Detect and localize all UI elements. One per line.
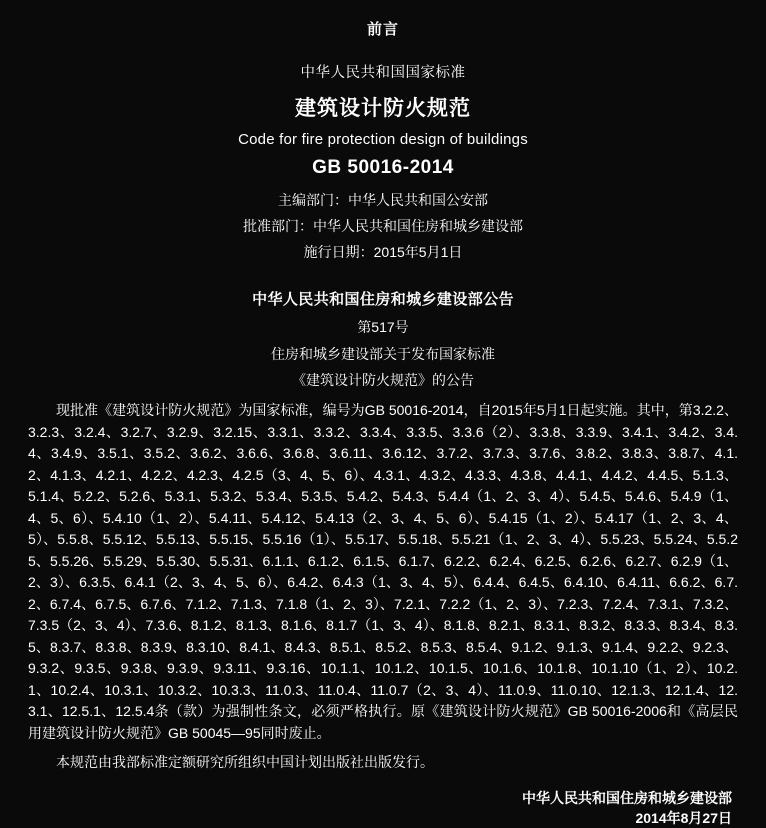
- notice-subtitle-line1: 住房和城乡建设部关于发布国家标准: [271, 346, 495, 362]
- standard-main-title: 建筑设计防火规范: [295, 97, 471, 120]
- chief-department: 主编部门：中华人民共和国公安部: [278, 192, 488, 208]
- approval-department: 批准部门：中华人民共和国住房和城乡建设部: [243, 218, 523, 234]
- signature-date: 2014年8月27日: [635, 809, 732, 826]
- notice-body-paragraph: 现批准《建筑设计防火规范》为国家标准，编号为GB 50016-2014，自2015年5月1日起实施。其中，第3.2.2、3.2.3、3.2.4、3.2.7、3.2.9、3.2.15、3.3.1、3.3.2、3.3.4、3.3.5、3.3.6（2）、3.3.8、3.3.9、3.4.1、3.4.2、3.4.4、3.4.9、3.5.1、3.5.2、3.6.2、3.6.6、3.6.8、3.6.11、3.6.12、3.7.2、3.7.3、3.7.6、3.8.2、3.8.3、3.8.7、4.1.2、4.1.3、4.2.1、4.2.2、4.2.3、4.2.5（3、4、5、6）、4.3.1、4.3.2、4.3.3、4.3.8、4.4.1、4.4.2、4.4.5、5.1.3、5.1.4、5.2.2、5.2.6、5.3.1、5.3.2、5.3.4、5.3.5、5.4.2、5.4.3、5.4.4（1、2、3、4）、5.4.5、5.4.6、5.4.9（1、4、5、6）、5.4.10（1、2）、5.4.11、5.4.12、5.4.13（2、3、4、5、6）、5.4.15（1、2）、5.4.17（1、2、3、4、5）、5.5.8、5.5.12、5.5.13、5.5.15、5.5.16（1）、5.5.17、5.5.18、5.5.21（1、2、3、4）、5.5.23、5.5.24、5.5.25、5.5.26、5.5.29、5.5.30、5.5.31、6.1.1、6.1.2、6.1.5、6.1.7、6.2.2、6.2.4、6.2.5、6.2.6、6.2.7、6.2.9（1、2、3）、6.3.5、6.4.1（2、3、4、5、6）、6.4.2、6.4.3（1、3、4、5）、6.4.4、6.4.5、6.4.10、6.4.11、6.6.2、6.7.2、6.7.4、6.7.5、6.7.6、7.1.2、7.1.3、7.1.8（1、2、3）、7.2.1、7.2.2（1、2、3）、7.2.3、7.2.4、7.3.1、7.3.2、7.3.5（2、3、4）、7.3.6、8.1.2、8.1.3、8.1.6、8.1.7（1、3、4）、8.1.8、8.2.1、8.3.1、8.3.2、8.3.3、8.3.4、8.3.5、8.3.7、8.3.8、8.3.9、8.3.10、8.4.1、8.4.3、8.5.1、8.5.2、8.5.3、8.5.4、9.1.2、9.1.3、9.1.4、9.2.2、9.2.3、9.3.2、9.3.5、9.3.8、9.3.9、9.3.11、9.3.16、10.1.1、10.1.2、10.1.5、10.1.6、10.1.8、10.1.10（1、2）、10.2.1、10.2.4、10.3.1、10.3.2、10.3.3、11.0.3、11.0.4、11.0.7（2、3、4）、11.0.9、11.0.10、12.1.3、12.1.4、12.3.1、12.5.1、12.5.4条（款）为强制性条文，必须严格执行。原《建筑设计防火规范》GB 50016-2006和《高层民用建筑设计防火规范》GB 50045—95同时废止。: [28, 402, 738, 741]
- signature-organization: 中华人民共和国住房和城乡建设部: [522, 789, 732, 806]
- notice-title: 中华人民共和国住房和城乡建设部公告: [252, 291, 514, 308]
- page-title: 前言: [366, 21, 399, 38]
- effective-date: 施行日期：2015年5月1日: [303, 244, 463, 260]
- standard-issuer: 中华人民共和国国家标准: [300, 65, 466, 81]
- standard-english-title: Code for fire protection design of buildings: [238, 131, 528, 148]
- notice-number: 第517号: [357, 319, 409, 335]
- signature-block: [28, 788, 738, 828]
- publisher-paragraph: 本规范由我部标准定额研究所组织中国计划出版社出版发行。: [56, 754, 434, 770]
- standard-code-number: GB 50016-2014: [312, 157, 454, 178]
- notice-subtitle-line2: 《建筑设计防火规范》的公告: [292, 372, 474, 388]
